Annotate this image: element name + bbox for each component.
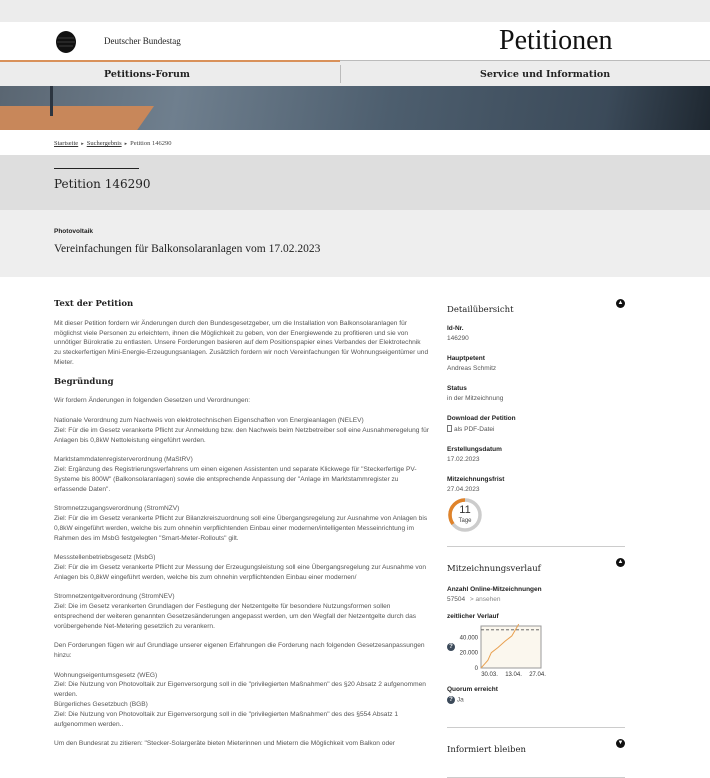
count-label: Anzahl Online-Mitzeichnungen	[447, 586, 542, 593]
divider	[447, 727, 625, 728]
breadcrumb	[54, 140, 172, 147]
chevron-up-icon[interactable]: ▲	[617, 300, 624, 306]
divider	[447, 546, 625, 547]
help-icon[interactable]: ?	[447, 696, 455, 704]
field-label: Mitzeichnungsfrist	[447, 476, 505, 483]
field-label: Erstellungsdatum	[447, 446, 502, 453]
petition-header	[0, 155, 710, 210]
site-header	[0, 22, 710, 60]
days-left-unit: Tage	[458, 518, 472, 524]
petition-text: Mit dieser Petition fordern wir Änderungen durch den Bundesgesetzgeber, um die Installation von Balkonsolaranlagen für möglichst viele Personen zu erleichtern, ihnen die Möglichkeit zu geben, von der Energiewende zu profitieren und sie von unnötiger Bürokratie zu entlasten. Unsere Forderungen basieren auf dem Positionspapier eines Verbandes der Elektrotechnik zu steckerfertigen Mini-Energie-Erzeugungsanlagen. Zusätzlich fordern wir noch Vereinfachungen für Wohnungseigentümer und Mieter.	[54, 319, 429, 366]
field-value: 146290	[447, 335, 469, 342]
reason-paragraph: Um den Bundesrat zu zitieren: "Stecker-Solargeräte bieten Mieterinnen und Mietern die Möglichkeit vom Balkon oder	[54, 740, 395, 748]
reason-paragraph: Stromnetzentgeltverordnung (StromNEV) Ziel: Die im Gesetz verankerten Grundlagen der Festlegung der Netzentgelte für besondere Nutzungsformen sollen entsprechend der weiteren genannten Gesetzesänderungen angepasst werden, um den Wegfall der Netzentgelte durch das vorübergehende Net-Metering gesetzlich zu verankern.	[54, 593, 417, 630]
chevron-down-icon[interactable]: ▼	[617, 740, 624, 746]
reason-paragraph: Messstellenbetriebsgesetz (MsbG) Ziel: Für die im Gesetz verankerte Pflicht zur Messung der Erzeugungsleistung soll eine Übergangsregelung zur Ausnahme von Anlagen bis 0,8kW eingeführt werden, welche bis zum ohnehin verpflichtenden Einbau einer modernen/	[54, 554, 427, 581]
breadcrumb-arrow-icon: ▸	[81, 142, 84, 147]
top-band	[0, 0, 710, 22]
reason-paragraph: Marktstammdatenregisterverordnung (MaStRV) Ziel: Ergänzung des Registrierungsverfahrens um einen eigenen Assistenten und separate Klickwege für "Steckerfertige PV-Systeme bis 800W" (Balkonsolaranlagen) sowie die entsprechende Anpassung der "Anlage im Marktstammregister zu erfassende Daten".	[54, 456, 417, 493]
brand-name[interactable]: Deutscher Bundestag	[104, 36, 181, 46]
days-left-number: 11	[459, 504, 471, 516]
reason-heading: Begründung	[54, 376, 114, 387]
field-label: Id-Nr.	[447, 325, 464, 332]
stay-informed-title[interactable]: Informiert bleiben	[447, 745, 527, 755]
field-value: 17.02.2023	[447, 456, 480, 463]
nav-divider	[340, 65, 341, 83]
signature-chart	[457, 620, 567, 680]
site-title[interactable]: Petitionen	[499, 25, 613, 56]
field-value: 27.04.2023	[447, 486, 480, 493]
x-tick-label: 30.03.	[481, 672, 498, 678]
y-tick-label: 20.000	[459, 650, 478, 657]
breadcrumb-arrow-icon: ▸	[124, 142, 128, 147]
active-indicator	[0, 60, 340, 62]
view-signatures-link[interactable]: > ansehen	[469, 596, 501, 603]
petition-subject: Vereinfachungen für Balkonsolaranlagen vom 17.02.2023	[54, 243, 321, 255]
petition-subject-section	[0, 210, 710, 277]
help-icon[interactable]: ?	[447, 643, 455, 651]
breadcrumb-home[interactable]: Startseite	[54, 140, 79, 147]
banner-image	[0, 86, 710, 130]
reason-paragraph: Stromnetzzugangsverordnung (StromNZV) Ziel: Für die im Gesetz verankerte Pflicht zur Bilanzkreiszuordnung soll eine Übergangsregelung zur Ausnahme von Anlagen bis 0,8kW eingeführt werden, welche bis zum ohnehin verpflichtenden Einbau einer modernen/intelligenten Messeinrichtung im Rahmen des im MsbG festgelegten "Smart-Meter-Rollouts" gilt.	[54, 505, 428, 542]
eagle-logo-icon[interactable]	[54, 30, 78, 54]
title-rule	[54, 168, 139, 169]
timeline-label: zeitlicher Verlauf	[447, 613, 499, 620]
chevron-up-icon[interactable]: ▲	[617, 559, 624, 565]
reason-paragraph: Den Forderungen fügen wir auf Grundlage unserer eigenen Erfahrungen die Forderung nach folgenden Gesetzesanpassungen hinzu:	[54, 642, 425, 660]
nav-petitions-forum[interactable]: Petitions-Forum	[104, 69, 190, 80]
details-title: Detailübersicht	[447, 305, 514, 315]
y-tick-label: 40.000	[459, 635, 478, 642]
x-tick-label: 27.04.	[529, 672, 546, 678]
history-title: Mitzeichnungsverlauf	[447, 564, 541, 574]
reason-paragraph: Wir fordern Änderungen in folgenden Gesetzen und Verordnungen:	[54, 397, 251, 405]
nav-service-information[interactable]: Service und Information	[480, 69, 611, 80]
days-left-ring	[447, 497, 483, 533]
x-tick-label: 13.04.	[505, 672, 522, 678]
field-label: Status	[447, 385, 467, 392]
sidebar	[447, 297, 625, 778]
quorum-label: Quorum erreicht	[447, 686, 498, 693]
breadcrumb-search-result[interactable]: Suchergebnis	[86, 140, 122, 147]
pdf-download-link[interactable]	[447, 425, 625, 433]
reason-paragraph: Wohnungseigentumsgesetz (WEG) Ziel: Die Nutzung von Photovoltaik zur Eigenversorgung soll in die "privilegierten Maßnahmen" des §20 Absatz 2 aufgenommen werden. Bürgerliches Gesetzbuch (BGB) Ziel: Die Nutzung von Photovoltaik zur Eigenversorgung soll in die "privilegierten Maßnahmen" des des §554 Absatz 1 aufgenommen werden..	[54, 671, 426, 728]
field-value: in der Mitzeichnung	[447, 395, 504, 402]
signature-count: 57504	[447, 596, 466, 603]
topic-label: Photovoltaik	[54, 228, 94, 235]
plot-area	[481, 626, 541, 668]
field-label: Hauptpetent	[447, 355, 485, 362]
y-tick-label: 0	[474, 666, 478, 672]
field-value: Andreas Schmitz	[447, 365, 497, 372]
quorum-value: Ja	[456, 696, 464, 704]
page-title: Petition 146290	[54, 177, 151, 191]
field-label: Download der Petition	[447, 415, 516, 422]
main-nav	[0, 60, 710, 86]
reason-paragraph: Nationale Verordnung zum Nachweis von elektrotechnischen Eigenschaften von Energieanlagen (NELEV) Ziel: Für die im Gesetz verankerte Pflicht zur Anmeldung bzw. den Nachweis beim Netzbetreiber soll eine Ausnahmeregelung für Anlagen bis 0,8kW Nettoleistung eingeführt werden.	[54, 416, 429, 444]
text-heading: Text der Petition	[54, 299, 134, 309]
breadcrumb-current: Petition 146290	[130, 140, 172, 147]
document-icon	[447, 425, 452, 432]
pdf-link-label[interactable]: als PDF-Datei	[454, 426, 495, 433]
petition-body	[54, 300, 429, 759]
